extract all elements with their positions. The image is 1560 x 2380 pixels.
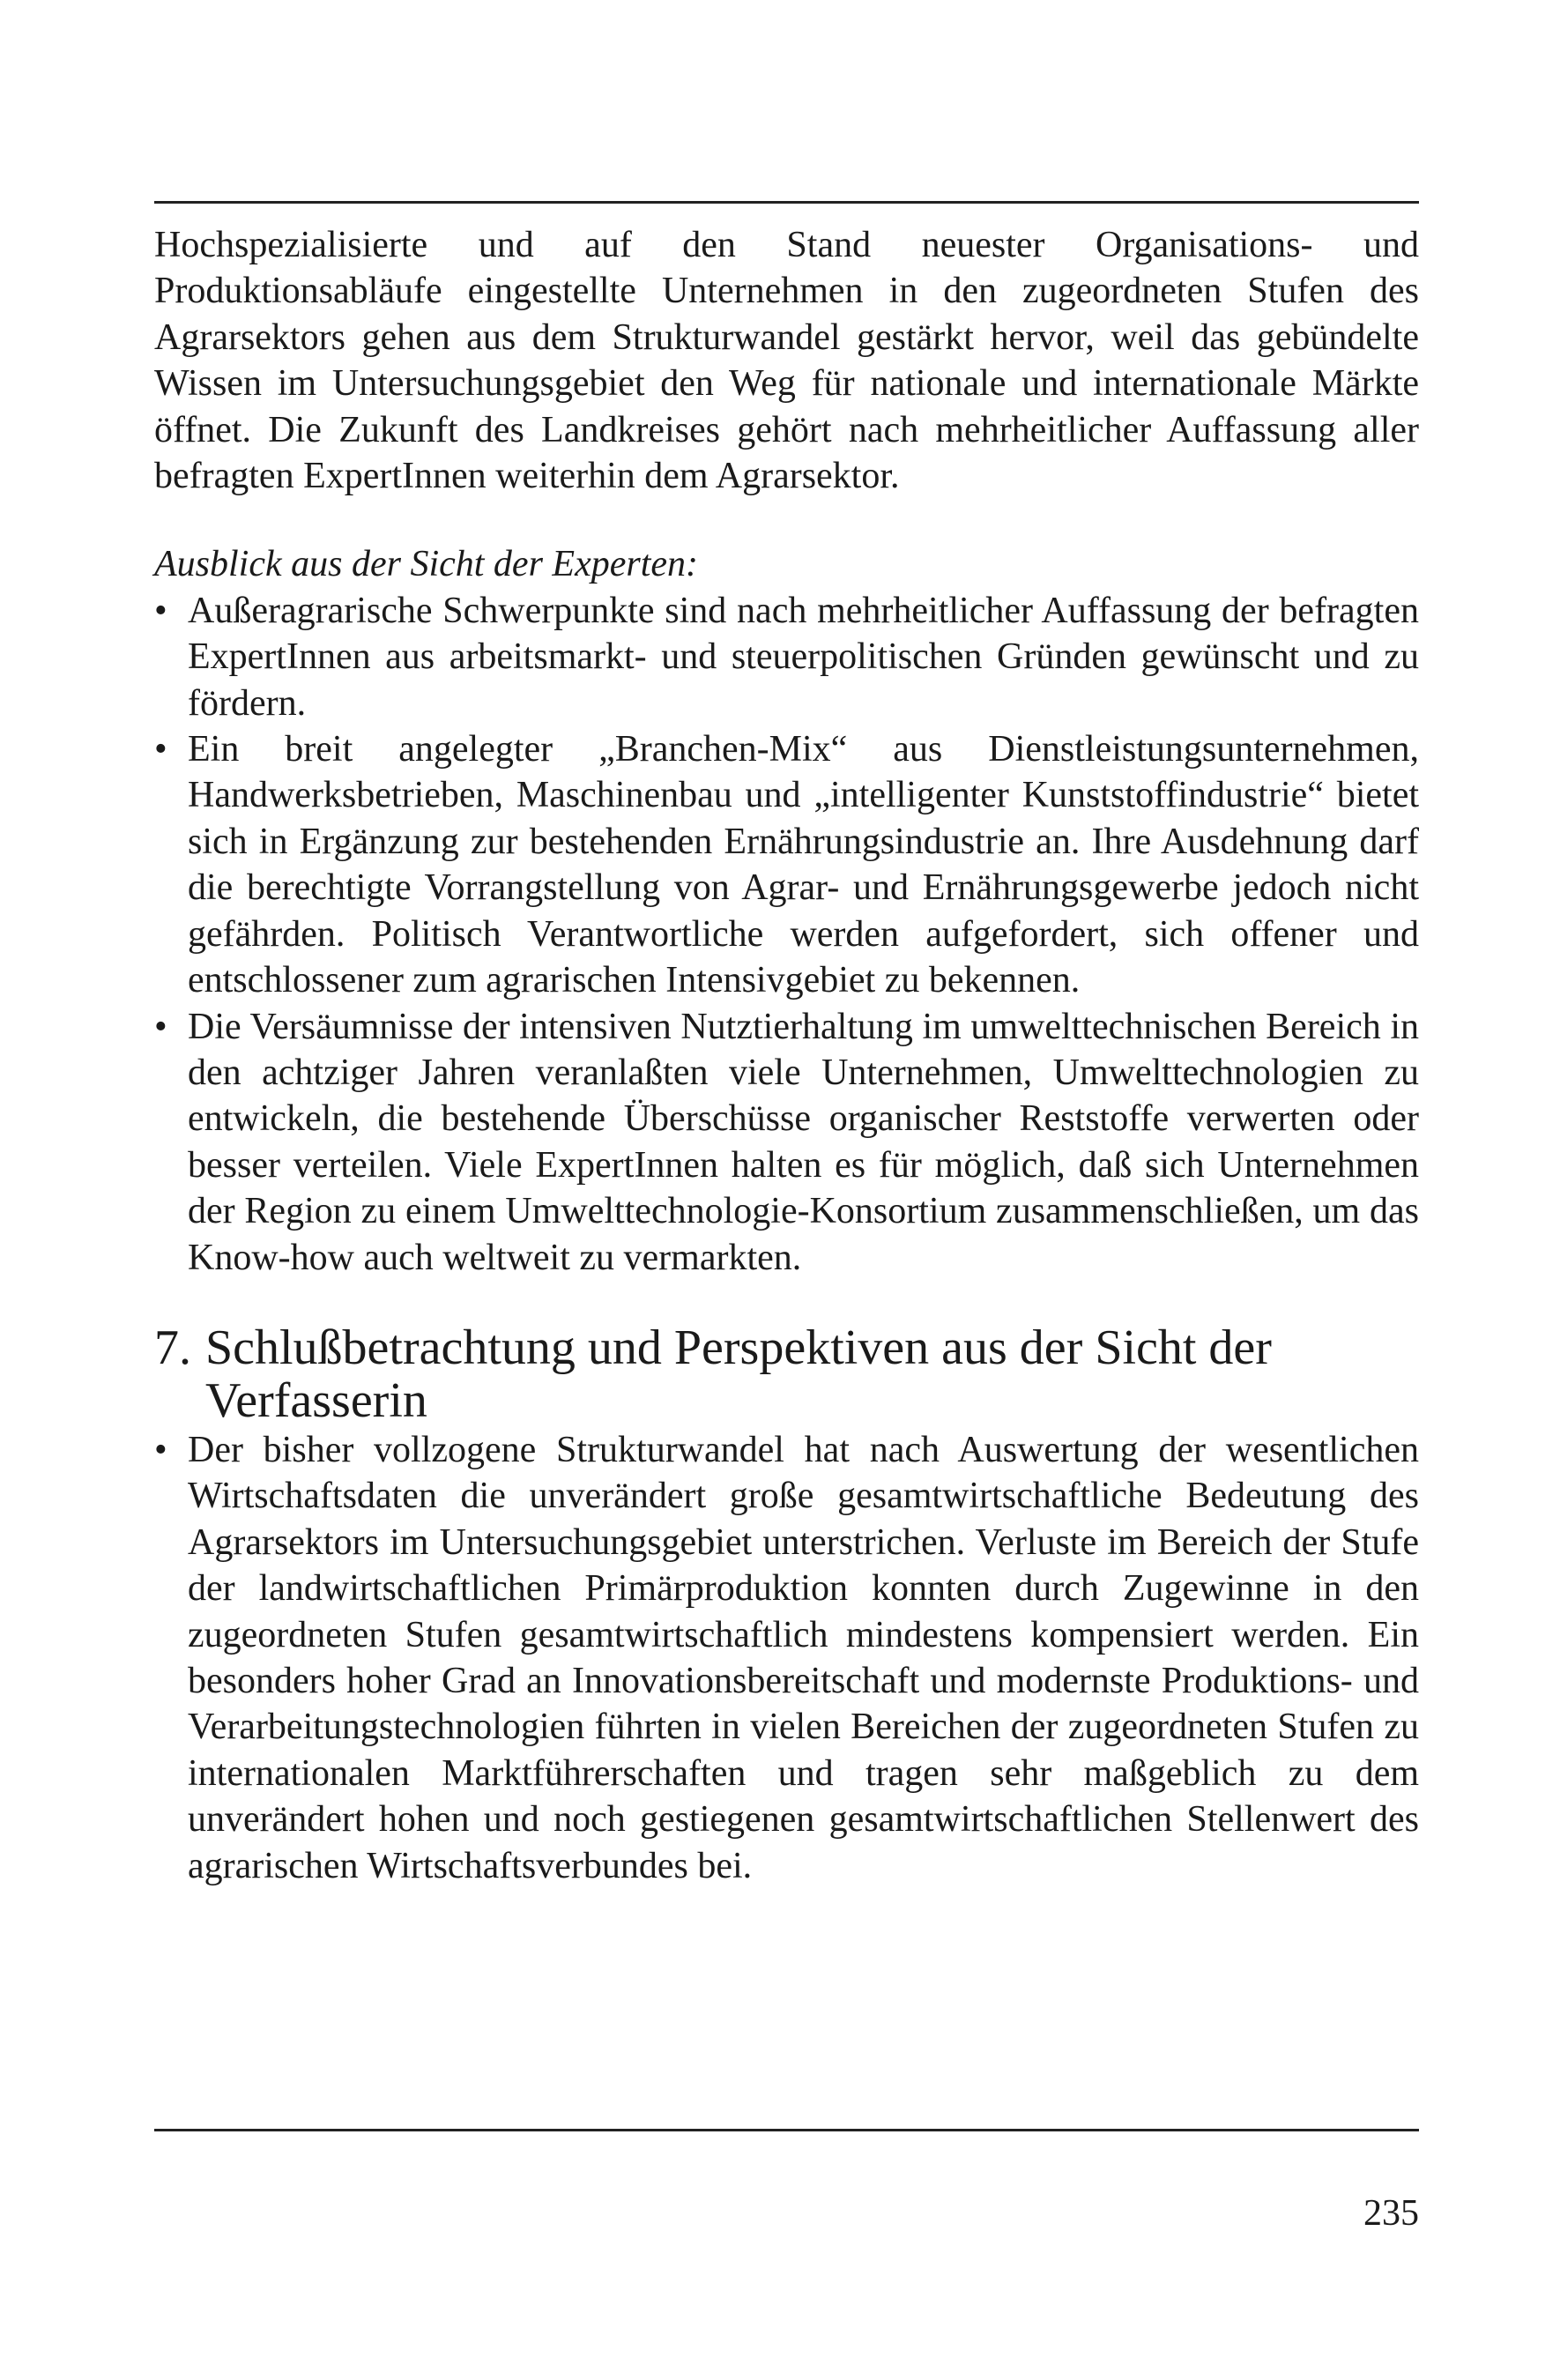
outlook-bullet-list	[154, 588, 1419, 1281]
bullet-icon: •	[154, 1429, 167, 1470]
section-title: Schlußbetrachtung und Perspektiven aus der Sicht der Verfasserin	[205, 1320, 1272, 1428]
bullet-icon: •	[154, 1006, 167, 1047]
list-item-text: Außeragrarische Schwerpunkte sind nach mehrheitlicher Auffassung der befragten ExpertInnen aus arbeitsmarkt- und steuerpolitischen Gründen gewünscht und zu fördern.	[188, 590, 1419, 724]
section-number: 7.	[154, 1320, 191, 1375]
list-item	[154, 588, 1419, 726]
list-item	[154, 1427, 1419, 1889]
section-heading	[154, 1321, 1419, 1427]
bottom-rule	[154, 2129, 1419, 2131]
list-item-text: Der bisher vollzogene Strukturwandel hat nach Auswertung der wesentlichen Wirtschaftsdaten die unverändert große gesamtwirtschaftliche Bedeutung des Agrarsektors im Untersuchungsgebiet unterstrichen. Verluste im Bereich der Stufe der landwirtschaftlichen Primärproduktion konnten durch Zugewinne in den zugeordneten Stufen gesamtwirtschaftlich mindestens kompensiert werden. Ein besonders hoher Grad an Innovationsbereitschaft und modernste Produktions- und Verarbeitungstechnologien führten in vielen Bereichen der zugeordneten Stufen zu internationalen Marktführerschaften und tragen sehr maßgeblich zu dem unverändert hohen und noch gestiegenen gesamtwirtschaftlichen Stellenwert des agrarischen Wirtschaftsverbundes bei.	[188, 1429, 1419, 1886]
list-item-text: Ein breit angelegter „Branchen-Mix“ aus Dienstleistungsunternehmen, Handwerksbetrieben, Maschinenbau und „intelligenter Kunststoffindustrie“ bietet sich in Ergänzung zur bestehenden Ernährungsindustrie an. Ihre Ausdehnung darf die berechtigte Vorrangstellung von Agrar- und Ernährungsgewerbe jedoch nicht gefährden. Politisch Verantwortliche werden aufgefordert, sich offener und entschlossener zum agrarischen Intensivgebiet zu bekennen.	[188, 729, 1419, 1001]
intro-paragraph: Hochspezialisierte und auf den Stand neuester Organisations- und Produktionsabläufe eingestellte Unternehmen in den zugeordneten Stufen des Agrarsektors gehen aus dem Strukturwandel gestärkt hervor, weil das gebündelte Wissen im Untersuchungsgebiet den Weg für nationale und internationale Märkte öffnet. Die Zukunft des Landkreises gehört nach mehrheitlicher Auffassung aller befragten ExpertInnen weiterhin dem Agrarsektor.	[154, 225, 1419, 497]
bullet-icon: •	[154, 729, 167, 770]
page-number: 235	[1363, 2193, 1419, 2234]
page-content	[154, 222, 1419, 1889]
top-rule	[154, 201, 1419, 204]
outlook-subheading: Ausblick aus der Sicht der Experten:	[154, 544, 698, 585]
list-item	[154, 726, 1419, 1003]
list-item-text: Die Versäumnisse der intensiven Nutztierhaltung im umwelttechnischen Bereich in den achtziger Jahren veranlaßten viele Unternehmen, Umwelttechnologien zu entwickeln, die bestehende Überschüsse organischer Reststoffe verwerten oder besser verteilen. Viele ExpertInnen halten es für möglich, daß sich Unternehmen der Region zu einem Umwelttechnologie-Konsortium zusammenschließen, um das Know-how auch weltweit zu vermarkten.	[188, 1006, 1419, 1278]
conclusion-bullet-list	[154, 1427, 1419, 1889]
bullet-icon: •	[154, 590, 167, 631]
document-page	[154, 0, 1419, 2380]
list-item	[154, 1004, 1419, 1281]
